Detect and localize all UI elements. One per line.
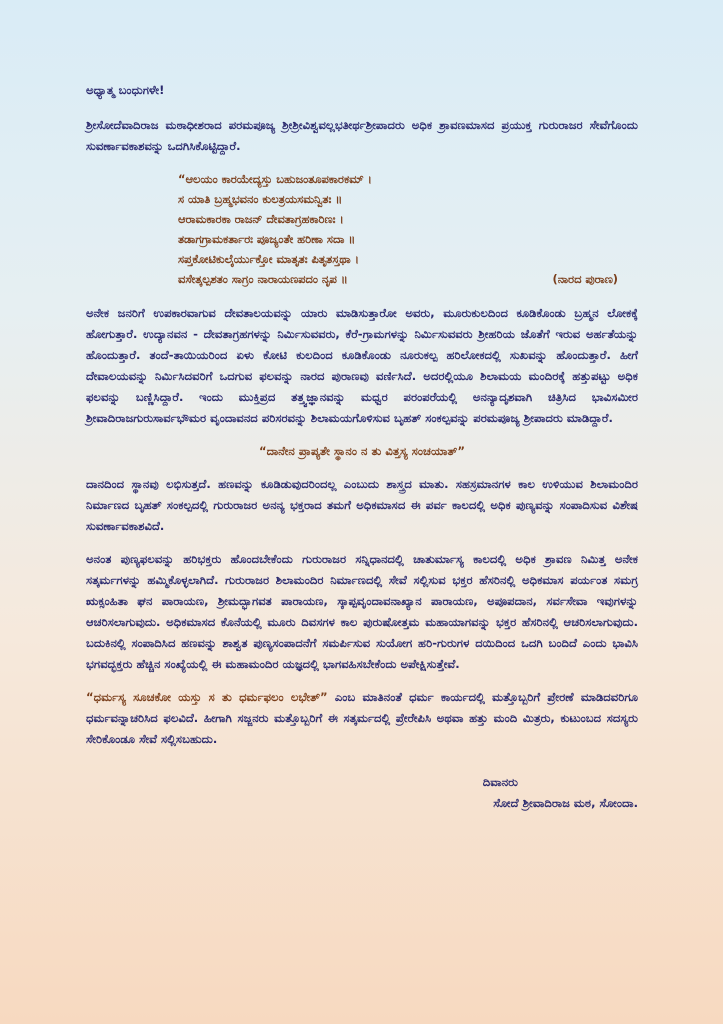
verse-last-line: [178, 269, 638, 289]
verse-line: “ಆಲಯಂ ಕಾರಯೇದ್ಯಸ್ತು ಬಹುಜಂತೂಪಕಾರಕಮ್ ।: [178, 172, 372, 186]
signature-block: [86, 772, 638, 814]
quote-heading: “ದಾನೇನ ಪ್ರಾಪ್ಯತೇ ಸ್ಥಾನಂ ನ ತು ವಿತ್ತಸ್ಯ ಸಂಚಯಾತ್”: [258, 444, 465, 458]
inline-quote: “ಧರ್ಮಸ್ಯ ಸೂಚಕೋ ಯಸ್ತು ಸ ತು ಧರ್ಮಫಲಂ ಲಭೇತ್”: [86, 690, 328, 704]
verse-line: ಸ ಯಾತಿ ಬ್ರಹ್ಮಭವನಂ ಕುಲತ್ರಯಸಮನ್ವಿತಃ ॥: [178, 192, 343, 206]
verse-line: ತಡಾಗಗ್ರಾಮಕರ್ತಾರಃ ಪೂಜ್ಯಂತೇ ಹರಿಣಾ ಸದಾ ॥: [178, 232, 356, 246]
greeting: ಅಧ್ಯಾತ್ಮ ಬಂಧುಗಳೇ!: [86, 83, 165, 97]
signature-title: ದಿವಾನರು: [482, 775, 518, 789]
body-paragraph-3: ಅನಂತ ಪುಣ್ಯಫಲವನ್ನು ಹರಿಭಕ್ತರು ಹೊಂದಬೇಕೆಂದು ಗುರುರಾಜರ ಸನ್ನಿಧಾನದಲ್ಲಿ ಚಾತುರ್ಮಾಸ್ಯ ಕಾಲದಲ್ಲಿ ಅಧಿಕ ಶ್ರಾವಣ ನಿಮಿತ್ತ ಅನೇಕ ಸತ್ಕರ್ಮಗಳನ್ನು ಹಮ್ಮಿಕೊಳ್ಳಲಾಗಿದೆ. ಗುರುರಾಜರ ಶಿಲಾಮಂದಿರ ನಿರ್ಮಾಣದಲ್ಲಿ ಸೇವೆ ಸಲ್ಲಿಸುವ ಭಕ್ತರ ಹೆಸರಿನಲ್ಲಿ ಅಧಿಕಮಾಸ ಪರ್ಯಂತ ಸಮಗ್ರ ಋಕ್ಸಂಹಿತಾ ಘನ ಪಾರಾಯಣ, ಶ್ರೀಮದ್ಭಾಗವತ ಪಾರಾಯಣ, ಸ್ಕಾಪ್ಪವೃಂದಾವನಾಖ್ಯಾನ ಪಾರಾಯಣ, ಅಪೂಪದಾನ, ಸರ್ವಸೇವಾ ಇವುಗಳನ್ನು ಆಚರಿಸಲಾಗುವುದು. ಅಧಿಕಮಾಸದ ಕೊನೆಯಲ್ಲಿ ಮೂರು ದಿವಸಗಳ ಕಾಲ ಪುರುಷೋತ್ತಮ ಮಹಾಯಾಗವನ್ನು ಭಕ್ತರ ಹೆಸರಿನಲ್ಲಿ ಆಚರಿಸಲಾಗುವುದು. ಬದುಕಿನಲ್ಲಿ ಸಂಪಾದಿಸಿದ ಹಣವನ್ನು ಶಾಶ್ವತ ಪುಣ್ಯಸಂಪಾದನೆಗೆ ಸಮರ್ಪಿಸುವ ಸುಯೋಗ ಹರಿ-ಗುರುಗಳ ದಯಿದಿಂದ ಒದಗಿ ಬಂದಿದೆ ಎಂದು ಭಾವಿಸಿ ಭಗವದ್ಭಕ್ತರು ಹೆಚ್ಚಿನ ಸಂಖ್ಯೆಯಲ್ಲಿ ಈ ಮಹಾಮಂದಿರ ಯಜ್ಞದಲ್ಲಿ ಭಾಗವಹಿಸಬೇಕೆಂದು ಅಪೇಕ್ಷಿಸುತ್ತೇವೆ.: [86, 552, 638, 671]
signature-place: ಸೋದೆ ಶ್ರೀವಾದಿರಾಜ ಮಠ, ಸೋಂದಾ.: [493, 796, 638, 810]
verse-source: (ನಾರದ ಪುರಾಣ): [552, 272, 618, 286]
letter-document: [86, 80, 638, 814]
body-paragraph-1: ಅನೇಕ ಜನರಿಗೆ ಉಪಕಾರವಾಗುವ ದೇವತಾಲಯವನ್ನು ಯಾರು ಮಾಡಿಸುತ್ತಾರೋ ಅವರು, ಮೂರುಕುಲದಿಂದ ಕೂಡಿಕೊಂಡು ಬ್ರಹ್ಮನ ಲೋಕಕ್ಕೆ ಹೋಗುತ್ತಾರೆ. ಉದ್ಯಾನವನ - ದೇವತಾಗ್ರಹಗಳನ್ನು ನಿರ್ಮಿಸುವವರು, ಕೆರೆ-ಗ್ರಾಮಗಳನ್ನು ನಿರ್ಮಿಸುವವರು ಶ್ರೀಹರಿಯ ಜೊತೆಗೆ ಇರುವ ಅರ್ಹತೆಯನ್ನು ಹೊಂದುತ್ತಾರೆ. ತಂದೆ-ತಾಯಿಯರಿಂದ ಏಳು ಕೋಟಿ ಕುಲದಿಂದ ಕೂಡಿಕೊಂಡು ನೂರುಕಲ್ಪ ಹರಿಲೋಕದಲ್ಲಿ ಸುಖವನ್ನು ಹೊಂದುತ್ತಾರೆ. ಹೀಗೆ ದೇವಾಲಯವನ್ನು ನಿರ್ಮಿಸಿದವರಿಗೆ ಒದಗುವ ಫಲವನ್ನು ನಾರದ ಪುರಾಣವು ವರ್ಣಿಸಿದೆ. ಅದರಲ್ಲಿಯೂ ಶಿಲಾಮಯ ಮಂದಿರಕ್ಕೆ ಹತ್ತುಪಟ್ಟು ಅಧಿಕ ಫಲವನ್ನು ಬಣ್ಣಿಸಿದ್ದಾರೆ. ಇಂದು ಮುಕ್ತಿಪ್ರದ ತತ್ತ್ವಜ್ಞಾನವನ್ನು ಮಧ್ವರ ಪರಂಪರೆಯಲ್ಲಿ ಅನನ್ಯಾದೃಶವಾಗಿ ಚಿತ್ರಿಸಿದ ಭಾವಿಸಮೀರ ಶ್ರೀವಾದಿರಾಜಗುರುಸಾರ್ವಭೌಮರ ವೃಂದಾವನದ ಪರಿಸರವನ್ನು ಶಿಲಾಮಯಗೊಳಿಸುವ ಬೃಹತ್ ಸಂಕಲ್ಪವನ್ನು ಪರಮಪೂಜ್ಯ ಶ್ರೀಪಾದರು ಮಾಡಿದ್ದಾರೆ.: [86, 306, 638, 425]
body-paragraph-2: ದಾನದಿಂದ ಸ್ಥಾನವು ಲಭಿಸುತ್ತದೆ. ಹಣವನ್ನು ಕೂಡಿಡುವುದರಿಂದಲ್ಲ ಎಂಬುದು ಶಾಸ್ತ್ರದ ಮಾತು. ಸಹಸ್ರಮಾನಗಳ ಕಾಲ ಉಳಿಯುವ ಶಿಲಾಮಂದಿರ ನಿರ್ಮಾಣದ ಬೃಹತ್ ಸಂಕಲ್ಪದಲ್ಲಿ ಗುರುರಾಜರ ಅನನ್ಯ ಭಕ್ತರಾದ ತಮಗೆ ಅಧಿಕಮಾಸದ ಈ ಪರ್ವ ಕಾಲದಲ್ಲಿ ಅಧಿಕ ಪುಣ್ಯವನ್ನು ಸಂಪಾದಿಸುವ ವಿಶೇಷ ಸುವರ್ಣಾವಕಾಶವಿದೆ.: [86, 477, 638, 533]
paragraph-text: ಎಂಬ ಮಾತಿನಂತೆ ಧರ್ಮ ಕಾರ್ಯದಲ್ಲಿ ಮತ್ತೊಬ್ಬರಿಗೆ ಪ್ರೇರಣೆ ಮಾಡಿದವರಿಗೂ ಧರ್ಮವನ್ನಾಚರಿಸಿದ ಫಲವಿದೆ. ಹೀಗಾಗಿ ಸಜ್ಜನರು ಮತ್ತೊಬ್ಬರಿಗೆ ಈ ಸತ್ಕರ್ಮದಲ್ಲಿ ಪ್ರೇರೇಪಿಸಿ ಅಥವಾ ಹತ್ತು ಮಂದಿ ಮಿತ್ರರು, ಕುಟುಂಬದ ಸದಸ್ಯರು ಸೇರಿಕೊಂಡೂ ಸೇವೆ ಸಲ್ಲಿಸಬಹುದು.: [86, 690, 639, 746]
shloka-block: [86, 169, 638, 289]
verse-line: ಸಪ್ತಕೋಟಿಕುಲೈರ್ಯುಕ್ತೋ ಮಾತೃತಃ ಪಿತೃತಸ್ತಥಾ ।: [178, 252, 359, 266]
intro-paragraph: ಶ್ರೀಸೋದೆವಾದಿರಾಜ ಮಠಾಧೀಶರಾದ ಪರಮಪೂಜ್ಯ ಶ್ರೀಶ್ರೀವಿಶ್ವವಲ್ಲಭತೀರ್ಥಶ್ರೀಪಾದರು ಅಧಿಕ ಶ್ರಾವಣಮಾಸದ ಪ್ರಯುಕ್ತ ಗುರುರಾಜರ ಸೇವೆಗೊಂದು ಸುವರ್ಣಾವಕಾಶವನ್ನು ಒದಗಿಸಿಕೊಟ್ಟಿದ್ದಾರೆ.: [86, 118, 638, 153]
verse-line: ವಸೇತ್ಕಲ್ಪಶತಂ ಸಾಗ್ರಂ ನಾರಾಯಣಪದಂ ನೃಪ ॥: [178, 272, 348, 286]
body-paragraph-4: [86, 687, 638, 750]
verse-line: ಆರಾಮಕಾರಕಾ ರಾಜನ್ ದೇವತಾಗ್ರಹಕಾರಿಣಃ ।: [178, 212, 344, 226]
